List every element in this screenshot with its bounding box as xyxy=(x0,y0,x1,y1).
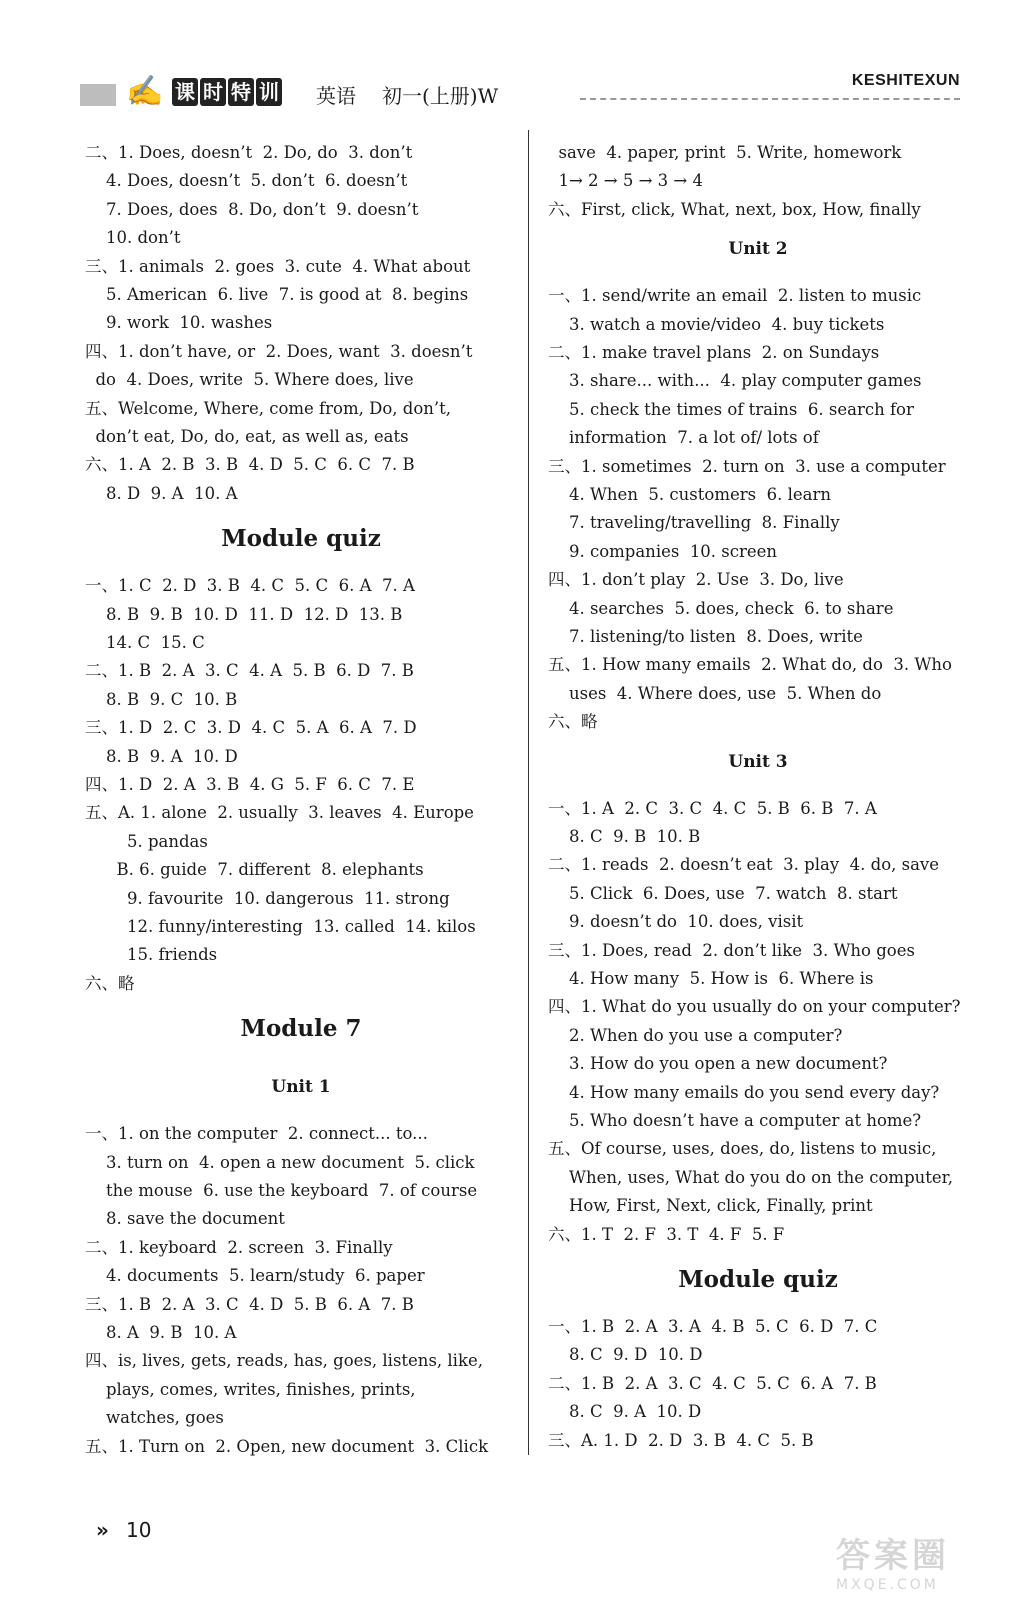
answer-line: 5. American 6. live 7. is good at 8. begins xyxy=(85,285,469,304)
page-header xyxy=(80,70,960,120)
answer-line: How, First, Next, click, Finally, print xyxy=(548,1196,873,1216)
column-divider xyxy=(528,130,529,1455)
answer-line: 二、1. keyboard 2. screen 3. Finally xyxy=(85,1237,393,1257)
answer-line: watches, goes xyxy=(85,1408,224,1428)
watermark-logo xyxy=(836,1528,996,1593)
answer-line: 三、1. animals 2. goes 3. cute 4. What about xyxy=(85,256,471,276)
answer-line: 四、1. don’t play 2. Use 3. Do, live xyxy=(548,570,844,590)
answer-line: 四、1. don’t have, or 2. Does, want 3. doesn’t xyxy=(85,341,473,361)
answer-line: 二、1. make travel plans 2. on Sundays xyxy=(548,343,880,362)
section-heading: Module quiz xyxy=(678,1266,838,1293)
answer-line: 二、1. reads 2. doesn’t eat 3. play 4. do, save xyxy=(548,855,940,875)
answer-line: 三、A. 1. D 2. D 3. B 4. C 5. B xyxy=(548,1430,814,1450)
answer-line: 7. traveling/travelling 8. Finally xyxy=(548,513,840,533)
answer-line: 4. When 5. customers 6. learn xyxy=(548,485,831,504)
answer-line: 二、1. B 2. A 3. C 4. C 5. C 6. A 7. B xyxy=(548,1373,877,1393)
answer-line: 8. B 9. B 10. D 11. D 12. D 13. B xyxy=(85,604,403,624)
answer-line: 三、1. Does, read 2. don’t like 3. Who goes xyxy=(548,940,915,960)
watermark-bottom: MXQE.COM xyxy=(836,1577,939,1593)
header-dashed-rule xyxy=(580,98,960,100)
page-number: 10 xyxy=(126,1518,152,1542)
brand-label: KESHITEXUN xyxy=(851,72,960,89)
header-gray-block xyxy=(80,84,116,106)
book-logo xyxy=(172,78,282,106)
section-heading: Module quiz xyxy=(221,525,381,553)
answer-line: 8. B 9. C 10. B xyxy=(85,689,238,709)
answer-line: 五、Welcome, Where, come from, Do, don’t, xyxy=(85,398,452,418)
page-arrows-icon: » xyxy=(96,1518,109,1542)
answer-line: 8. D 9. A 10. A xyxy=(85,483,238,503)
answer-line: 8. C 9. B 10. B xyxy=(548,827,701,846)
answer-line: 14. C 15. C xyxy=(85,633,205,652)
answer-line: 8. C 9. D 10. D xyxy=(548,1345,703,1365)
answer-line: 4. How many emails do you send every day? xyxy=(548,1082,940,1102)
answer-line: 4. How many 5. How is 6. Where is xyxy=(548,969,874,988)
answer-line: 一、1. A 2. C 3. C 4. C 5. B 6. B 7. A xyxy=(548,798,877,818)
answer-line: 四、1. What do you usually do on your computer? xyxy=(548,997,961,1017)
answer-line: 四、1. D 2. A 3. B 4. G 5. F 6. C 7. E xyxy=(85,775,415,794)
answer-line: 三、1. sometimes 2. turn on 3. use a computer xyxy=(548,456,946,476)
answer-line: 3. watch a movie/video 4. buy tickets xyxy=(548,314,885,334)
answer-line: 1→ 2 → 5 → 3 → 4 xyxy=(548,171,703,191)
answer-line: 六、略 xyxy=(85,973,135,993)
unit-title: Unit 3 xyxy=(728,751,788,772)
answer-line: 8. B 9. A 10. D xyxy=(85,746,238,766)
answer-line: do 4. Does, write 5. Where does, live xyxy=(85,370,414,390)
answer-line: 二、1. B 2. A 3. C 4. A 5. B 6. D 7. B xyxy=(85,661,414,681)
answer-line: 9. doesn’t do 10. does, visit xyxy=(548,912,804,932)
logo-char: 特 xyxy=(228,78,254,106)
answer-line: 7. listening/to listen 8. Does, write xyxy=(548,627,863,646)
answer-line: 五、1. How many emails 2. What do, do 3. Who xyxy=(548,655,952,675)
answer-line: 5. Click 6. Does, use 7. watch 8. start xyxy=(548,883,898,903)
answer-line: 四、is, lives, gets, reads, has, goes, listens, like, xyxy=(85,1351,483,1371)
answer-line: 4. documents 5. learn/study 6. paper xyxy=(85,1266,425,1286)
answer-line: 8. C 9. A 10. D xyxy=(548,1402,702,1422)
answer-line: 8. save the document xyxy=(85,1209,285,1229)
answer-line: 12. funny/interesting 13. called 14. kilos xyxy=(85,917,476,936)
answer-line: save 4. paper, print 5. Write, homework xyxy=(548,143,902,162)
logo-char: 训 xyxy=(256,78,282,106)
answer-line: don’t eat, Do, do, eat, as well as, eats xyxy=(85,427,409,446)
answer-line: 9. work 10. washes xyxy=(85,313,273,333)
answer-line: 一、1. C 2. D 3. B 4. C 5. C 6. A 7. A xyxy=(85,576,415,596)
unit-title: Unit 2 xyxy=(728,239,788,260)
answer-line: 15. friends xyxy=(85,945,218,965)
logo-char: 时 xyxy=(200,78,226,106)
answer-line: 五、A. 1. alone 2. usually 3. leaves 4. Europe xyxy=(85,803,474,823)
answer-line: B. 6. guide 7. different 8. elephants xyxy=(85,860,424,880)
answer-line: 3. turn on 4. open a new document 5. click xyxy=(85,1152,475,1172)
answer-line: 三、1. B 2. A 3. C 4. D 5. B 6. A 7. B xyxy=(85,1294,414,1314)
unit-title: Unit 1 xyxy=(271,1077,331,1098)
answer-line: information 7. a lot of/ lots of xyxy=(548,428,819,448)
answer-line: 5. check the times of trains 6. search for xyxy=(548,399,914,419)
answer-line: 3. share... with... 4. play computer games xyxy=(548,371,922,391)
answer-line: 一、1. on the computer 2. connect... to... xyxy=(85,1124,428,1144)
answer-line: 五、1. Turn on 2. Open, new document 3. Click xyxy=(85,1436,489,1456)
answer-line: 4. searches 5. does, check 6. to share xyxy=(548,598,894,618)
answer-line: 4. Does, doesn’t 5. don’t 6. doesn’t xyxy=(85,171,408,191)
answer-line: 2. When do you use a computer? xyxy=(548,1025,843,1045)
answer-line: plays, comes, writes, finishes, prints, xyxy=(85,1379,416,1399)
answer-line: 五、Of course, uses, does, do, listens to music, xyxy=(548,1139,937,1159)
answer-line: 9. favourite 10. dangerous 11. strong xyxy=(85,888,450,908)
answer-line: 二、1. Does, doesn’t 2. Do, do 3. don’t xyxy=(85,143,413,162)
answer-line: 3. How do you open a new document? xyxy=(548,1054,888,1074)
answer-line: When, uses, What do you do on the computer, xyxy=(548,1167,953,1187)
subject-label: 英语 xyxy=(316,84,356,108)
answer-line: 8. A 9. B 10. A xyxy=(85,1323,237,1342)
answer-line: the mouse 6. use the keyboard 7. of course xyxy=(85,1181,478,1200)
answer-line: 六、1. A 2. B 3. B 4. D 5. C 6. C 7. B xyxy=(85,455,415,475)
logo-char: 课 xyxy=(172,78,198,106)
grade-label: 初一(上册)W xyxy=(382,84,499,108)
answer-line: 三、1. D 2. C 3. D 4. C 5. A 6. A 7. D xyxy=(85,718,417,738)
watermark-top: 答案圈 xyxy=(836,1536,950,1576)
answer-line: 9. companies 10. screen xyxy=(548,541,778,561)
answer-line: 一、1. send/write an email 2. listen to music xyxy=(548,286,922,306)
answer-line: 10. don’t xyxy=(85,228,181,248)
section-heading: Module 7 xyxy=(240,1015,362,1043)
answer-line: 7. Does, does 8. Do, don’t 9. doesn’t xyxy=(85,199,419,219)
pen-logo-icon: ✍ xyxy=(126,74,164,109)
answer-line: 5. Who doesn’t have a computer at home? xyxy=(548,1111,922,1130)
answer-line: 六、1. T 2. F 3. T 4. F 5. F xyxy=(548,1224,785,1244)
answer-line: 六、略 xyxy=(548,712,598,732)
answer-line: 六、First, click, What, next, box, How, finally xyxy=(548,199,921,219)
answer-line: 5. pandas xyxy=(85,831,208,851)
answer-line: 一、1. B 2. A 3. A 4. B 5. C 6. D 7. C xyxy=(548,1317,878,1336)
answer-line: uses 4. Where does, use 5. When do xyxy=(548,683,882,703)
